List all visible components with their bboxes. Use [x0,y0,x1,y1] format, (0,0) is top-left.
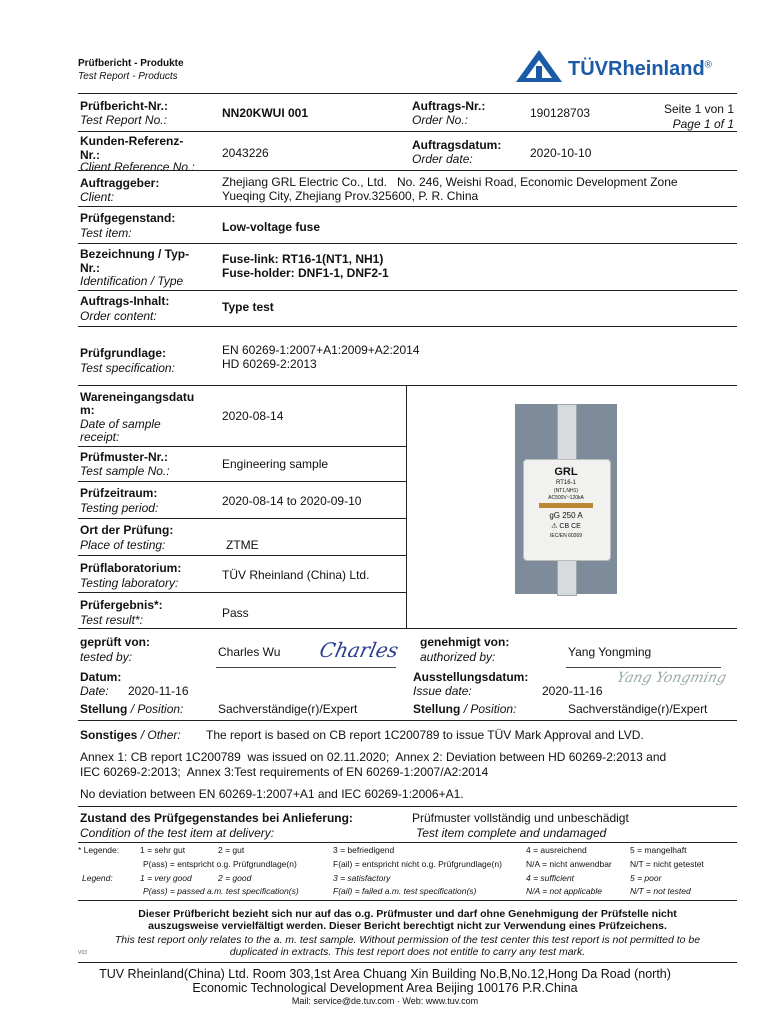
notice-en-1: This test report only relates to the a. m. test sample. Without permission of the test center this test report is not permitted to be [114,934,701,946]
legend-r1-2: 2 = gut [218,845,245,855]
sample-no-label-en: Test sample No.: [80,464,170,478]
legend-r3-1: 1 = very good [140,873,192,883]
page-number: Seite 1 von 1 [663,102,734,116]
client-address-line1: Zhejiang GRL Electric Co., Ltd. No. 246, Weishi Road, Economic Development Zone [222,175,678,189]
client-label: Auftraggeber: [80,176,160,190]
authorized-by-signature: Yang Yongming [614,670,729,686]
legend-r4-3: N/A = not applicable [526,886,602,896]
client-address-line2: Yueqing City, Zhejiang Prov.325600, P. R. China [222,189,479,203]
legend-r1-5: 5 = mangelhaft [630,845,687,855]
legend-r3-2: 2 = good [218,873,252,883]
client-label-en: Client: [80,190,115,204]
sample-date-value: 2020-08-14 [222,409,284,423]
legend-r1-4: 4 = ausreichend [526,845,587,855]
authorized-by-name: Yang Yongming [568,645,652,659]
result-label: Prüfergebnis*: [80,598,163,612]
sample-date-label-2: m: [80,403,95,417]
position-value: Sachverständige(r)/Expert [218,702,358,716]
fuse-label-sub: (NT1,NH1) [553,488,579,494]
test-spec-label: Prüfgrundlage: [80,346,166,360]
tested-by-name: Charles Wu [218,645,281,659]
sample-date-label-en-2: receipt: [80,430,120,444]
client-ref-label: Kunden-Referenz- [80,134,184,148]
sample-no-value: Engineering sample [222,457,329,471]
report-no-label: Prüfbericht-Nr.: [80,99,169,113]
sample-no-label: Prüfmuster-Nr.: [80,450,169,464]
fuse-label-rating: gG 250 A [549,511,583,520]
place-label: Ort der Prüfung: [80,523,174,537]
other-line2: Annex 1: CB report 1C200789 was issued on 02.11.2020; Annex 2: Deviation between HD 60269-2:2013 and [80,750,667,764]
testing-period-label: Prüfzeitraum: [80,486,158,500]
result-value: Pass [222,606,249,620]
other-line4: No deviation between EN 60269-1:2007+A1 and IEC 60269-1:2006+A1. [80,787,464,801]
notice-de-1: Dieser Prüfbericht bezieht sich nur auf das o.g. Prüfmuster und darf ohne Genehmigung der Prüfstelle nicht [138,908,677,920]
sample-date-label: Wareneingangsdatu [80,390,195,404]
notice-en-2: duplicated in extracts. This test report does not entitle to carry any test mark. [229,946,586,958]
lab-value: TÜV Rheinland (China) Ltd. [222,568,370,582]
fuse-label-ce: ⚠ CB CE [551,523,581,530]
date-value: 2020-11-16 [128,684,189,698]
tested-by-signature: Charles [317,638,401,662]
order-no-label-en: Order No.: [412,113,469,127]
order-content-label: Auftrags-Inhalt: [80,294,170,308]
condition-value: Prüfmuster vollständig und unbeschädigt [412,811,629,825]
client-ref-label-2: Nr.: [80,148,101,162]
authorized-by-label: genehmigt von: [420,635,510,649]
footer-contact: Mail: service@de.tuv.com · Web: www.tuv.com [291,996,479,1006]
test-item-label-en: Test item: [80,226,132,240]
footer-address-2: Economic Technological Development Area Beijing 100176 P.R.China [192,981,578,995]
issue-date-label-en: Issue date: [413,684,472,698]
authorized-by-label-en: authorized by: [420,650,496,664]
date-label-en: Date: [80,684,109,698]
legend-r2-1: P(ass) = entspricht o.g. Prüfgrundlage(n) [143,859,297,869]
date-label: Datum: [80,670,122,684]
fuse-holder-value: Fuse-holder: DNF1-1, DNF2-1 [222,266,389,280]
place-label-en: Place of testing: [80,538,166,552]
sample-date-label-en: Date of sample [80,417,161,431]
other-line1: The report is based on CB report 1C200789 to issue TÜV Mark Approval and LVD. [206,728,644,742]
legend-r4-2: F(ail) = failed a.m. test specification(s) [333,886,477,896]
test-item-value: Low-voltage fuse [222,220,321,234]
order-content-value: Type test [222,300,274,314]
legend-r3-5: 5 = poor [630,873,662,883]
test-spec-line1: EN 60269-1:2007+A1:2009+A2:2014 [222,343,420,357]
result-label-en: Test result*: [80,613,143,627]
legend-r3-4: 4 = sufficient [526,873,574,883]
legend-r2-2: F(ail) = entspricht nicht o.g. Prüfgrundlage(n) [333,859,502,869]
other-label: Sonstiges / Other: [80,728,181,742]
legend-r2-4: N/T = nicht getestet [630,859,704,869]
report-type-title-en: Test Report - Products [78,71,178,82]
tested-by-label-en: tested by: [80,650,133,664]
lab-label: Prüflaboratorium: [80,561,182,575]
position-label-right: Stellung / Position: [413,702,517,716]
tuv-logo [514,48,564,89]
issue-date-value: 2020-11-16 [542,684,603,698]
test-spec-line2: HD 60269-2:2013 [222,357,317,371]
legend-r4-1: P(ass) = passed a.m. test specification(s) [143,886,299,896]
tested-by-label: geprüft von: [80,635,150,649]
lab-label-en: Testing laboratory: [80,576,179,590]
page-number-en: Page 1 of 1 [672,117,734,131]
position-label: Stellung / Position: [80,702,184,716]
legend-r1-3: 3 = befriedigend [333,845,395,855]
place-value: ZTME [226,538,259,552]
fuse-label-volt: AC500V~120kA [548,495,584,501]
order-no-value: 190128703 [530,106,591,120]
legend-title-en: Legend: [82,873,113,883]
client-ref-label-en: Client Reference No.: [80,160,195,170]
identification-label: Bezeichnung / Typ- [80,247,190,261]
legend-title: * Legende: [78,845,120,855]
fuse-label-brand: GRL [554,466,578,478]
footer-address-1: TUV Rheinland(China) Ltd. Room 303,1st Area Chuang Xin Building No.B,No.12,Hong Da Road (north) [99,967,671,981]
order-date-value: 2020-10-10 [530,146,592,160]
testing-period-label-en: Testing period: [80,501,159,515]
issue-date-label: Ausstellungsdatum: [413,670,529,684]
report-no-label-en: Test Report No.: [80,113,167,127]
report-no-value: NN20KWUI 001 [222,106,309,120]
order-date-label: Auftragsdatum: [412,138,502,152]
fuse-photo [515,404,617,594]
form-code: V03 [78,950,87,956]
legend-r1-1: 1 = sehr gut [140,845,186,855]
fuse-label-model: RT16-1 [556,480,576,486]
notice-de-2: auszugsweise vervielfältigt werden. Dieser Bericht berechtigt nicht zur Verwendung eines Prüfzeichens. [148,920,667,932]
legend-r2-3: N/A = nicht anwendbar [526,859,612,869]
test-item-label: Prüfgegenstand: [80,211,176,225]
fuse-label-std: IEC/EN 60269 [550,533,582,539]
order-no-label: Auftrags-Nr.: [412,99,486,113]
tuv-triangle-icon [514,48,564,84]
fuse-link-value: Fuse-link: RT16-1(NT1, NH1) [222,252,384,266]
logo-text: TÜVRheinland® [568,58,713,80]
client-ref-value: 2043226 [222,146,269,160]
identification-label-2: Nr.: [80,261,101,275]
legend-r3-3: 3 = satisfactory [333,873,391,883]
legend-r4-4: N/T = not tested [630,886,691,896]
position-value-right: Sachverständige(r)/Expert [568,702,708,716]
report-type-title: Prüfbericht - Produkte [78,58,184,69]
other-line3: IEC 60269-2:2013; Annex 3:Test requirements of EN 60269-1:2007/A2:2014 [80,765,489,779]
condition-label-en: Condition of the test item at delivery: [80,826,275,840]
identification-label-en: Identification / Type [80,274,184,288]
condition-label: Zustand des Prüfgegenstandes bei Anlieferung: [80,811,353,825]
testing-period-value: 2020-08-14 to 2020-09-10 [222,494,362,508]
order-date-label-en: Order date: [412,152,473,166]
test-spec-label-en: Test specification: [80,361,175,375]
order-content-label-en: Order content: [80,309,157,323]
condition-value-en: Test item complete and undamaged [416,826,607,840]
